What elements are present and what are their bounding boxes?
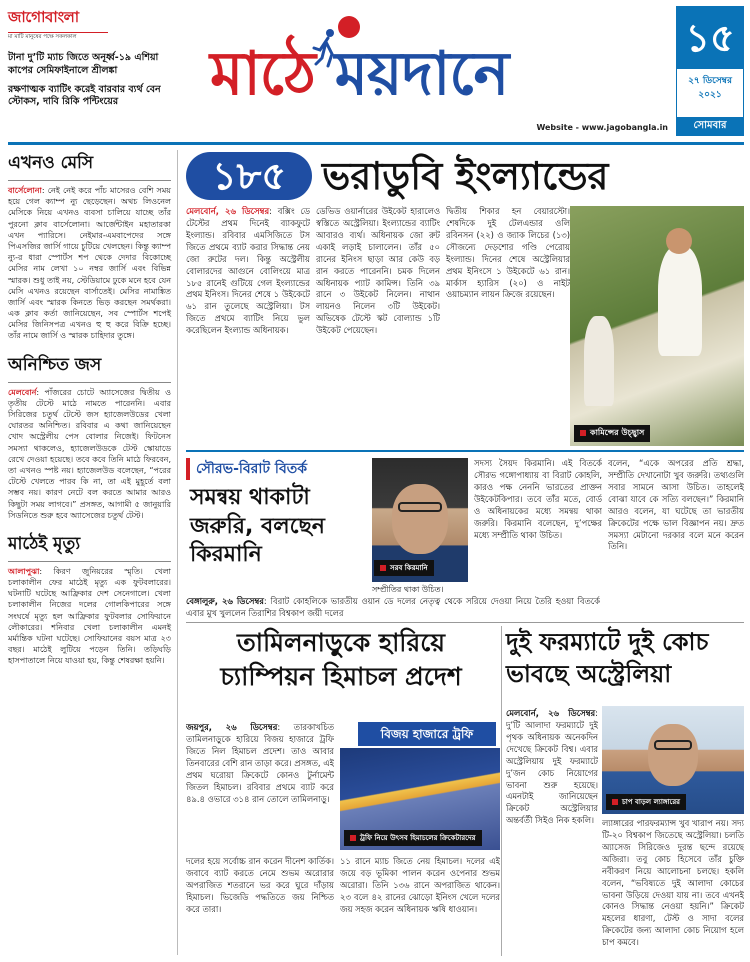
main-story-col-1 <box>186 206 310 446</box>
second-story-lead <box>186 596 600 620</box>
masthead-part-1: মাঠে <box>210 39 315 109</box>
second-story-col-2: বলেন, “একে অপরের প্রতি শ্রদ্ধা, সম্প্রীতি দেখানোটা খুব জরুরি। তথ্যগুলি সবার সামনে আসা উচিত। তাহলেই বোঝা যাবে কে সত্যি বলছেন।” কিরমানি আরও বলেন, যা ঘটেছে তা ভারতীয় ক্রিকেটের পক্ষে ভাল বিজ্ঞাপন নয়। দ্রুত সমস্যা মেটানো দরকার বলে মনে করেন তিনি। <box>608 458 744 552</box>
story-messi[interactable] <box>8 150 171 342</box>
himachal-col-1-text: : তারকাখচিত তামিলনাড়ুকে হারিয়ে বিজয় হাজারে ট্রফি জিতে নিল হিমাচল প্রদেশ। তাও আবার তিনবারের বেশি রান তাড়া করে। প্রসঙ্গত, এই প্রথম ঘরোয়া ক্রিকেটে কোনও টুর্নামেন্ট জিতল হিমাচল। রবিবার প্রথমে ব্যাট করে ৪৯.৪ ওভারে ৩১৪ রান তোলে তামিলনাড়ু। <box>186 722 334 804</box>
date-box <box>676 6 744 136</box>
second-story-col-1: সদস্য সৈয়দ কিরমানি। এই বিতর্কে সৌরভ গঙ্গোপাধ্যায় বা বিরাট কোহলি, কারও পক্ষ নেননি ভারতের প্রাক্তন উইকেটকিপার। তবে তাঁর মতে, বোর্ড ও অধিনায়কের মধ্যে সমন্বয় থাকা জরুরি। কিরমানি বলেছেন, দু’পক্ষের মধ্যে সম্প্রীতি থাকা উচিত। <box>474 458 602 540</box>
langer-photo-caption-text: চাপ বাড়ল ল্যাঙ্গারের <box>622 798 681 806</box>
himachal-photo[interactable] <box>340 748 500 850</box>
masthead <box>190 6 668 136</box>
photo-figure <box>658 246 702 356</box>
kirmani-photo-caption <box>374 560 434 576</box>
photo-face <box>648 724 698 786</box>
main-photo-caption <box>574 425 650 442</box>
story-messi-dateline: বার্সেলোনা <box>8 186 42 195</box>
column-divider <box>501 626 502 956</box>
issue-date-line-2: ২০২১ <box>698 89 722 100</box>
issue-number: ১৫ <box>677 7 743 69</box>
australia-coach-col-2: ল্যাঙ্গারের পারফরম্যান্স খুব খারাপ নয়। সদ্য টি-২০ বিশ্বকাপ জিতেছে অস্ট্রেলিয়া। চলতি অ্যাসেজ সিরিজেও দুরন্ত ছন্দে রয়েছে অজিরা। তবু কোচ হিসেবে তাঁর চুক্তি নবীকরণ নিয়ে আলোচনা চলছে। হকলি বলেন, “ভবিষ্যতে দুই আলাদা কোচের ভাবনা উড়িয়ে দেওয়া যায় না। তবে এখনই কোনও সিদ্ধান্ত নেওয়া হয়নি।” ক্রিকেট মহলের ধারণা, টেস্ট ও সাদা বলের ক্রিকেটের জন্য আলাদা কোচ নিয়োগ হলে চাপ কমবে। <box>602 818 744 948</box>
main-story-col-2: ডেভিড ওয়ার্নারের উইকেট হারালেও স্বস্তিতে অস্ট্রেলিয়া। ইংল্যান্ডের ব্যাটিং আবারও ব্যর্থ। অধিনায়ক জো রুট একাই লড়াই চালালেন। তাঁর ৫০ রানের ইনিংস ছাড়া আর কেউ বড় রান করতে পারেননি। চমক দিলেন অধিনায়ক প্যাট কামিন্স। তিনি ৩৯ রানে ৩ উইকেট নিলেন। নাথান লায়নও নিলেন ৩টি উইকেট। অভিষেক টেস্টে স্কট বোল্যান্ড ১টি উইকেট পেয়েছেন। <box>316 206 440 336</box>
main-headline[interactable] <box>186 152 744 204</box>
himachal-dateline: জয়পুর, ২৬ ডিসেম্বর <box>186 722 278 732</box>
brand-tagline: মা মাটি মানুষের পক্ষে সকলকাল <box>8 32 108 42</box>
himachal-photo-caption-text: ট্রফি নিয়ে উৎসব হিমাচলের ক্রিকেটারদের <box>360 834 476 842</box>
story-hazlewood-body: : পাঁজরের চোটে অ্যাসেজের দ্বিতীয় ও তৃতীয় টেস্টে মাঠে নামতে পারেননি। এবার সিরিজের চতুর্থ টেস্টে জস হ্যাজেলউডের খেলা ঘোরতর অনিশ্চিত। রবিবার এ কথা জানিয়েছেন খোদ অস্ট্রেলীয় পেস বোলার নিজেই। ফিটনেস সমস্যা থাকলেও, হ্যাজেলউডকে টেস্ট স্কোয়াডে রেখে দেওয়া হয়েছে। তবে কবে তিনি মাঠে ফিরবেন, তা এখনও স্পষ্ট নয়। হ্যাজেলউড বলেছেন, “পরের টেস্টে খেলতে পারব কি না, তা এই মুহূর্তে বলা সম্ভব নয়। কারণ নেটে বল করতে আমার আরও কিছুটা সময় লাগবে।” প্রসঙ্গত, আগামী ৫ জানুয়ারি সিডনিতে শুরু হবে অ্যাসেজের চতুর্থ টেস্ট। <box>8 387 171 520</box>
himachal-col-3: ১১ রানে ম্যাচ জিতে নেয় হিমাচল। দলের এই জয়ে বড় ভূমিকা পালন করেন ওপেনার শুভম অরোরা। তিনি ১৩৬ রানে অপরাজিত থাকেন। ২৩ বলে ৪২ রানের ঝোড়ো ইনিংস খেলে দলের জয় সহজ করেন অধিনায়ক ঋষি ধাওয়ান। <box>340 856 500 914</box>
story-death-dateline: আলাপুঝা <box>8 566 40 576</box>
himachal-kicker: বিজয় হাজারে ট্রফি <box>358 722 496 746</box>
story-death-body: : কিরণ জুনিয়রের স্মৃতি। খেলা চলাকালীন ফের মাঠেই মৃত্যু এক ফুটবলারের। ঘটনাটি ঘটেছে আফ্রিকার দেশ সেনেগালে। খেলা চলাকালীন নিজের দলের গোলকিপারের সঙ্গে সংঘর্ষে মৃত্যু হল আফ্রিকার ফুটবলার সোফিয়ানে লৌকারের। শনিবার খেলা চলাকালীন এমনই মর্মান্তিক ঘটনা ঘটেছে। সোফিয়ানের বয়স মাত্র ২৩ বছর। মাঠেই লুটিয়ে পড়েন তিনি। তড়িঘড়ি হাসপাতালে নিয়ে যাওয়া হয়, কিন্তু শেষরক্ষা হয়নি। <box>8 566 171 666</box>
main-photo-caption-text: কামিন্সের উচ্ছ্বাস <box>590 428 645 437</box>
himachal-headline[interactable]: তামিলনাড়ুকে হারিয়ে চ্যাম্পিয়ন হিমাচল প্রদেশ <box>220 628 462 691</box>
issue-date <box>677 75 743 102</box>
photo-head <box>666 228 692 254</box>
main-photo[interactable] <box>570 206 744 446</box>
australia-coach-col-1-text: : দু’টি আলাদা ফরম্যাটে দুই পৃথক অধিনায়ক অনেকদিন দেখেছে ক্রিকেট বিশ্ব। এবার অস্ট্রেলিয়ায় দুই ফরম্যাটে দু’জন কোচ নিয়োগের ভাবনা শুরু হয়েছে। এমনটাই জানিয়েছেন ক্রিকেট অস্ট্রেলিয়ার অন্তর্বর্তী সিইও নিক হকলি। <box>506 708 598 826</box>
story-hazlewood-title: অনিশ্চিত জস <box>8 352 171 383</box>
main-headline-text: ভরাডুবি ইংল্যান্ডের <box>322 154 609 198</box>
football-icon <box>338 16 360 38</box>
kirmani-photo-caption-text: সরব কিরমানি <box>390 564 428 572</box>
second-story-dateline: বেঙ্গালুরু, ২৬ ডিসেম্বর <box>186 596 264 606</box>
photo-sunglasses <box>654 740 692 750</box>
story-messi-title: এখনও মেসি <box>8 150 171 181</box>
australia-coach-headline[interactable]: দুই ফরম্যাটে দুই কোচ ভাবছে অস্ট্রেলিয়া <box>506 628 709 689</box>
story-hazlewood-dateline: মেলবোর্ন <box>8 387 37 397</box>
main-story-dateline: মেলবোর্ন, ২৬ ডিসেম্বর <box>186 206 270 216</box>
photo-face <box>392 484 448 554</box>
brand-logo: জাগোবাংলা <box>8 8 79 26</box>
australia-coach-col-1 <box>506 708 598 888</box>
masthead-part-2: ময়দানে <box>334 39 509 109</box>
header-divider <box>8 142 744 145</box>
langer-photo[interactable] <box>602 706 744 814</box>
header-teasers <box>8 6 180 136</box>
masthead-title <box>210 39 509 109</box>
website-url[interactable]: Website - www.jagobangla.in <box>536 123 668 132</box>
left-column <box>8 150 178 955</box>
story-messi-body: : নেই নেই করে পাঁচ মাসেরও বেশি সময় হয়ে গেল ক্যাম্প ন্যু ছেড়েছেন। অথচ লিওনেল মেসিকে নিয়ে এখনও ব্যবসা চালিয়ে যাচ্ছে তাঁর পুরনো ক্লাব বার্সেলোনা। আর্জেন্টাইন মহাতারকা এখন প্যারিসে। নেইমার-এমবাপেদের সঙ্গে পিএসজির জার্সি গায়ে চুটিয়ে খেলছেন। কিন্তু ক্যাম্প ন্যু-র ধারা স্পোর্টস শপ থেকে দেদার বিকোচ্ছে মেসির নাম লেখা ১০ নম্বর জার্সি এবং বিভিন্ন স্মারক। শুধু তাই নয়, স্টেডিয়ামে ঢুকে মনে হবে যেন মেসি এখনও রয়েছেন বার্সাতেই। মেসির নামাঙ্কিত জার্সি এবং স্মারক কিনতে ভিড় করছেন সমর্থকরা। এক ক্লাব কর্তা জানিয়েছেন, সব স্পোর্টস শপেই মেসির জিনিসপত্র এখনও হু হু করে বিক্রি হচ্ছে। তাঁর নামে জার্সি ও স্মারক চাহিদার তুঙ্গে। <box>8 186 171 341</box>
second-story-kicker: সৌরভ-বিরাট বিতর্ক <box>186 458 368 480</box>
section-divider <box>186 450 744 452</box>
issue-day: সোমবার <box>677 117 743 135</box>
teaser-2[interactable]: রক্ষণাত্মক ব্যাটিং করেই বারবার ব্যর্থ বেন স্টোকস, দাবি রিকি পন্টিংয়ের <box>8 83 161 108</box>
issue-date-line-1: ২৭ ডিসেম্বর <box>688 76 732 86</box>
story-death-title: মাঠেই মৃত্যু <box>8 531 171 562</box>
second-story-lead-text: : বিরাট কোহলিকে ভারতীয় ওয়ান ডে দলের নেতৃত্ব থেকে সরিয়ে দেওয়া নিয়ে তৈরি হওয়া বিতর্কে এবার মুখ খুললেন তিরাশির বিশ্বকাপ জয়ী দলের <box>186 596 600 618</box>
section-divider-2 <box>186 622 744 623</box>
australia-coach-dateline: মেলবোর্ন, ২৬ ডিসেম্বর <box>506 708 596 718</box>
story-death[interactable] <box>8 531 171 667</box>
second-story-headline[interactable]: সমন্বয় থাকাটা জরুরি, বলছেন কিরমানি <box>190 485 325 568</box>
second-story-photo-note: সম্প্রীতির থাকা উচিত। <box>372 585 444 594</box>
langer-photo-caption <box>606 794 686 810</box>
main-story-col-1-text: : বক্সিং ডে টেস্টের প্রথম দিনেই ব্যাকফুটে ইংল্যান্ড। রবিবার এমসিজিতে টস জিতে প্রথমে ব্যাট করার সিদ্ধান্ত নেয় জো রুটের দল। কিন্তু অস্ট্রেলীয় বোলারদের আগুনে বোলিংয়ে মাত্র ১৮৫ রানেই গুটিয়ে গেল ইংল্যান্ডের প্রথম ইনিংস। দিনের শেষে ১ উইকেটে ৬১ রান তুলেছে অস্ট্রেলিয়া। টস জিতে প্রথমে ব্যাটিং নিয়ে ভুল করেছিলেন ইংল্যান্ড অধিনায়ক। <box>186 206 310 336</box>
photo-glasses <box>398 502 442 512</box>
himachal-col-2: দলের হয়ে সর্বোচ্চ রান করেন দীনেশ কার্তিক। জবাবে ব্যাট করতে নেমে শুভম অরোরার অপরাজিত শতরানে ভর করে ঘুরে দাঁড়ায় হিমাচল। ভিজেডি পদ্ধতিতে জয় নিশ্চিত করে তারা। <box>186 856 334 914</box>
kirmani-photo[interactable] <box>372 458 468 582</box>
teaser-1[interactable]: টানা দু’টি ম্যাচ জিতে অনূর্ধ্ব-১৯ এশিয়া কাপের সেমিফাইনালে শ্রীলঙ্কা <box>8 52 159 76</box>
himachal-col-1 <box>186 722 334 854</box>
main-headline-number: ১৮৫ <box>186 152 312 200</box>
main-story-col-3: দ্বিতীয় শিকার হন বেয়ারস্টো। শেষদিকে দুই টেলএন্ডার ওলি রবিনসন (২২) ও জ্যাক লিচের (১৩) সৌজন্যে দেড়শোর গণ্ডি পেরোয় ইংল্যান্ড। দিনের শেষে অস্ট্রেলিয়ার প্রথম ইনিংসে ১ উইকেটে ৬১ রান। মার্কাস হ্যারিস (২০) ও নাইট ওয়াচম্যান লায়ন ক্রিজে রয়েছেন। <box>446 206 570 300</box>
story-hazlewood[interactable] <box>8 352 171 521</box>
himachal-photo-caption <box>344 830 482 846</box>
photo-fielder <box>584 316 614 406</box>
